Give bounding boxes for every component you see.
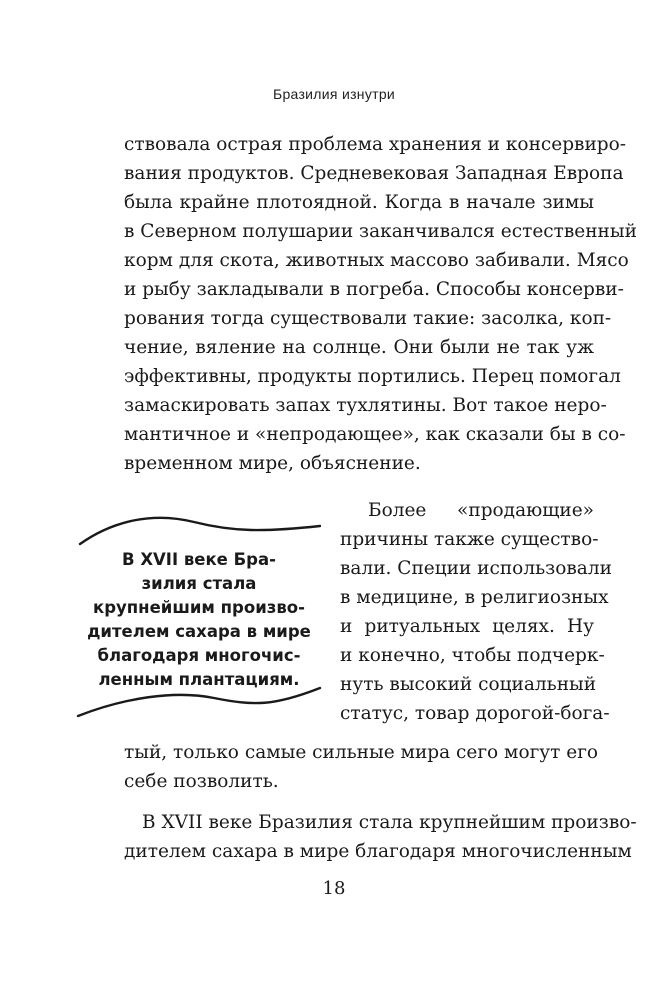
pull-quote-line: крупнейшим произво- xyxy=(93,598,305,617)
page-number: 18 xyxy=(322,878,346,899)
text-line: и ритуальных целях. Ну xyxy=(340,616,594,637)
text-line: корм для скота, животных массово забивали. Мясо xyxy=(124,250,629,271)
wavy-line-top xyxy=(80,518,320,544)
text-line: временном мире, объяснение. xyxy=(124,453,421,474)
pull-quote-line: благодаря многочис- xyxy=(97,646,301,665)
text-line: себе позволить. xyxy=(124,771,279,792)
text-line: дителем сахара в мире благодаря многочисленным xyxy=(124,841,632,862)
text-line: замаскировать запах тухлятины. Вот такое неро- xyxy=(124,395,607,416)
text-line: вания продуктов. Средневековая Западная Европа xyxy=(124,163,624,184)
text-line: и конечно, чтобы подчерк- xyxy=(340,645,605,666)
pull-quote-line: дителем сахара в мире xyxy=(87,622,311,641)
text-line: нуть высокий социальный xyxy=(340,674,597,695)
pull-quote-text xyxy=(74,548,324,692)
text-line: статус, товар дорогой-бога- xyxy=(340,703,610,724)
text-line: В XVII веке Бразилия стала крупнейшим произво- xyxy=(142,812,637,833)
pull-quote-line: В XVII веке Бра- xyxy=(122,550,276,569)
text-line: вали. Специи использовали xyxy=(340,558,612,579)
text-line: причины также существо- xyxy=(340,529,599,550)
text-line: рования тогда существовали такие: засолка, коп- xyxy=(124,308,612,329)
text-line: в Северном полушарии заканчивался естественный xyxy=(124,221,637,242)
text-line: Более «продающие» xyxy=(368,500,594,521)
text-line: чение, вяление на солнце. Они были не так уж xyxy=(124,337,594,358)
pull-quote-line: зилия стала xyxy=(141,574,257,593)
pull-quote-line: ленным плантациям. xyxy=(98,670,300,689)
text-line: в медицине, в религиозных xyxy=(340,587,609,608)
pull-quote xyxy=(74,510,324,720)
running-head: Бразилия изнутри xyxy=(272,86,396,102)
wavy-line-bottom xyxy=(78,688,320,716)
text-line: ствовала острая проблема хранения и консервиро- xyxy=(124,134,627,155)
text-line: мантичное и «непродающее», как сказали бы в со- xyxy=(124,424,626,445)
text-line: и рыбу закладывали в погреба. Способы консерви- xyxy=(124,279,624,300)
text-line: тый, только самые сильные мира сего могут его xyxy=(124,742,599,763)
text-line: эффективны, продукты портились. Перец помогал xyxy=(124,366,621,387)
text-line: была крайне плотоядной. Когда в начале зимы xyxy=(124,192,594,213)
